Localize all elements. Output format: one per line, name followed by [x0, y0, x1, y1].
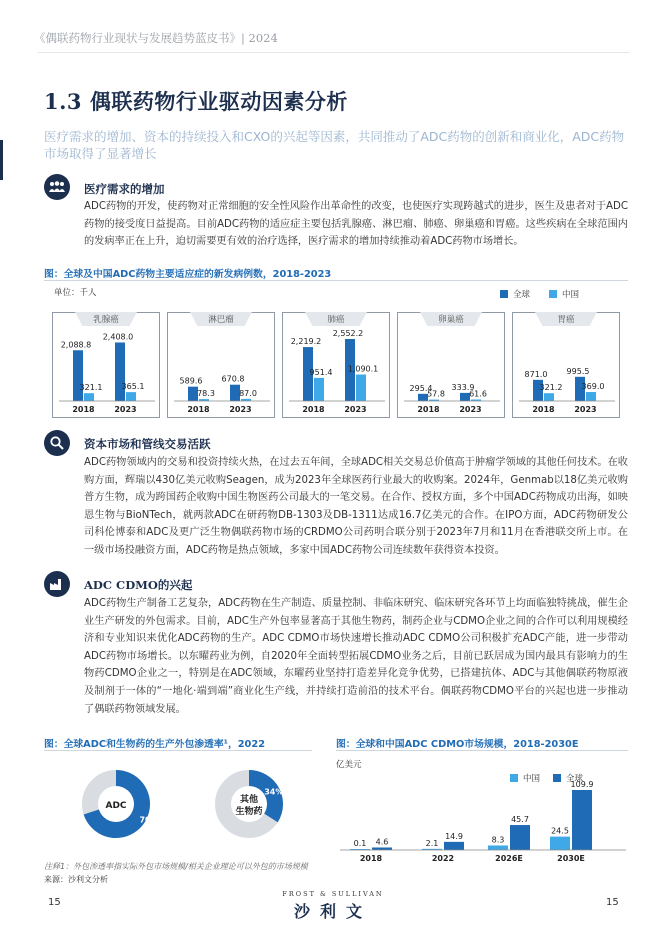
data-label-china: 1,090.1: [347, 364, 379, 374]
legend-label-global: 全球: [566, 774, 584, 784]
figure1-title: 图：全球及中国ADC药物主要适应症的新发病例数，2018-2023: [44, 269, 332, 280]
bar-china: [550, 837, 570, 850]
data-label-china: 365.1: [121, 382, 145, 392]
bar-global: [73, 350, 83, 401]
section-body-cdmo: ADC药物生产制备工艺复杂，ADC药物在生产制造、质量控制、非临床研究、临床研究各环节上均面临独特挑战，催生企业生产研发的外包需求。目前，ADC生产外包率显著高于其他生物药，制药企业与CDMO企业之间的合作可以利用规模经济和专业知识来优化ADC药物的生产。ADC CDMO市场快速增长推动ADC CDMO公司积极扩充ADC产能，进一步带动ADC药物市场增长。以东曜药业为例，自2020年全面转型拓展CDMO业务之后，目前已跃居成为国内最具有影响力的生物药CDMO企业之一，特别是在ADC领域，东曜药业坚持打造差异化竞争优势，已搭建抗体、ADC与其他偶联药物原液及制剂于一体的“一地化·端到端”商业化生产线，并持续打造前沿的技术平台。偶联药物CDMO平台的兴起也进一步推动了偶联药物领域发展。: [84, 598, 628, 715]
bar-china: [586, 392, 596, 401]
figure3-title: 图：全球和中国ADC CDMO市场规模，2018-2030E: [336, 739, 579, 750]
figure2-title: 图：全球ADC和生物药的生产外包渗透率¹，2022: [44, 739, 266, 750]
x-tick-label: 2023: [459, 405, 482, 414]
footnote: 注释1：外包渗透率指实际外包市场规模/相关企业理论可以外包的市场规模: [44, 862, 308, 871]
data-label-global: 333.9: [451, 382, 475, 392]
data-label-china: 78.3: [197, 389, 215, 399]
panel-label: 卵巢癌: [438, 315, 464, 325]
data-label-china: 61.6: [469, 389, 487, 399]
section-body-medical: ADC药物的开发，使药物对正常细胞的安全性风险作出革命性的改变，也使医疗实现跨越式的进步，医生及患者对于ADC药物的接受度日益提高。目前ADC药物的适应症主要包括乳腺癌、淋巴瘤、肺癌、卵巢癌和胃癌。这些疾病在全球范围内的发病率正在上升，迫切需要更有效的治疗选择，医疗需求的增加持续推动着ADC药物市场增长。: [84, 201, 628, 248]
donut-center-label: ADC: [105, 801, 127, 811]
data-label-global: 109.9: [570, 780, 594, 789]
panel-chart: [168, 313, 276, 419]
figure1-panel: [167, 312, 275, 418]
panel-label: 胃癌: [557, 315, 575, 325]
figure3-unit: 亿美元: [336, 760, 362, 770]
legend-swatch-global: [500, 290, 508, 298]
bar-global: [572, 790, 592, 850]
data-label-china: 0.1: [353, 839, 367, 848]
data-label-china: 321.2: [539, 383, 563, 393]
x-tick-label: 2023: [344, 405, 367, 414]
figure1-rule: [44, 280, 628, 281]
page-subtitle: 医疗需求的增加、资本的持续投入和CXO的兴起等因素，共同推动了ADC药物的创新和商业化，ADC药物市场取得了显著增长: [44, 129, 625, 161]
figure1-panel: [282, 312, 390, 418]
factory-icon: [44, 571, 70, 597]
page-title: 1.3 偶联药物行业驱动因素分析: [44, 89, 348, 114]
section-title-cdmo: ADC CDMO的兴起: [84, 578, 193, 592]
donut-pct-label: 70%: [139, 815, 159, 825]
panel-chart: [53, 313, 161, 419]
data-label-china: 321.1: [79, 383, 103, 393]
bar-china: [356, 375, 366, 401]
data-label-global: 871.0: [524, 369, 548, 379]
page-number-left: 15: [48, 897, 61, 908]
panel-chart: [398, 313, 506, 419]
brand-cn: 沙利文: [293, 902, 372, 921]
data-label-china: 369.0: [581, 382, 605, 392]
header-text: 《偶联药物行业现状与发展趋势蓝皮书》| 2024: [34, 31, 278, 45]
panel-chart: [283, 313, 391, 419]
legend-swatch-china: [510, 774, 518, 782]
donut-adc: [84, 770, 159, 838]
bar-global: [115, 343, 125, 401]
data-label-global: 14.9: [445, 831, 463, 841]
data-label-china: 8.3: [491, 835, 505, 845]
figure2-donuts: [44, 754, 314, 854]
figure3-rule: [336, 750, 628, 751]
figure2-rule: [44, 750, 312, 751]
x-tick-label: 2022: [431, 854, 455, 863]
data-label-global: 670.8: [221, 374, 245, 384]
legend-swatch-china: [549, 290, 557, 298]
brand-en: FROST & SULLIVAN: [282, 890, 384, 898]
data-label-global: 2,219.2: [290, 337, 322, 347]
data-label-china: 2.1: [425, 838, 439, 848]
data-label-global: 4.6: [375, 837, 389, 847]
source-note: 来源：沙利文分析: [44, 875, 108, 884]
panel-label: 肺癌: [327, 315, 345, 325]
figure1-panel: [512, 312, 620, 418]
legend-swatch-global: [553, 774, 561, 782]
data-label-global: 995.5: [566, 366, 590, 376]
people-icon: [44, 174, 70, 200]
bar-china: [126, 392, 136, 401]
bar-global: [444, 842, 464, 850]
data-label-global: 2,552.2: [332, 329, 364, 338]
header-divider: [38, 52, 630, 53]
panel-label: 乳腺癌: [93, 315, 119, 325]
donut-pct-label: 34%: [264, 787, 284, 797]
legend-label-china: 中国: [562, 290, 580, 300]
x-tick-label: 2018: [187, 405, 210, 414]
magnifier-icon: [44, 430, 70, 456]
data-label-china: 951.4: [309, 367, 333, 377]
data-label-china: 24.5: [551, 826, 569, 836]
legend-label-china: 中国: [523, 774, 541, 784]
x-tick-label: 2023: [229, 405, 252, 414]
data-label-global: 589.6: [179, 376, 203, 386]
x-tick-label: 2018: [417, 405, 440, 414]
section-body-capital: ADC药物领域内的交易和投资持续火热，在过去五年间，全球ADC相关交易总价值高于肿瘤学领域的其他任何技术。在收购方面，辉瑞以430亿美元收购Seagen，成为2023年全球医药行业最大的收购案。2024年，Genmab以18亿美元收购普方生物，成为跨国药企收购中国生物医药公司最大的一笔交易。在合作、授权方面，多个中国ADC药物成功出海，如映恩生物与BioNTech，就两款ADC在研药物DB-1303及DB-1311达成16.7亿美元的合作。在IPO方面，ADC药物研发公司科伦博泰和ADC及更广泛生物偶联药物市场的CRDMO公司药明合联分别于2023年7月和11月在香港联交所上市。在一级市场投融资方面，ADC药物是热点领域，多家中国ADC药物公司连续数年获得资本投资。: [84, 457, 628, 556]
donut-center-label: 生物药: [235, 807, 263, 817]
figure1-panel: [52, 312, 160, 418]
x-tick-label: 2018: [72, 405, 95, 414]
page-number-right: 15: [606, 897, 619, 908]
panel-chart: [513, 313, 621, 419]
figure1-unit: 单位：千人: [54, 288, 97, 298]
donut-other-biologics: [223, 770, 283, 830]
bar-china: [84, 393, 94, 401]
data-label-china: 57.8: [427, 389, 445, 399]
figure3-chart: [336, 780, 628, 866]
data-label-global: 295.4: [409, 383, 433, 393]
legend-label-global: 全球: [513, 290, 531, 300]
x-tick-label: 2026E: [495, 854, 523, 863]
bar-china: [488, 845, 508, 850]
x-tick-label: 2018: [302, 405, 325, 414]
data-label-china: 87.0: [239, 388, 257, 398]
figure1-panel: [397, 312, 505, 418]
brand-logo: [278, 890, 388, 922]
figure1-legend: [500, 288, 579, 300]
x-tick-label: 2023: [114, 405, 137, 414]
section-title-capital: 资本市场和管线交易活跃: [84, 437, 211, 451]
panel-label: 淋巴瘤: [208, 315, 234, 325]
bar-global: [510, 825, 530, 850]
left-accent-bar: [0, 140, 3, 180]
x-tick-label: 2018: [359, 854, 383, 863]
donut-center-label: 其他: [239, 795, 259, 805]
x-tick-label: 2023: [574, 405, 597, 414]
data-label-global: 2,088.8: [60, 340, 92, 350]
bar-china: [544, 393, 554, 401]
x-tick-label: 2018: [532, 405, 555, 414]
x-tick-label: 2030E: [557, 854, 585, 863]
section-title-medical: 医疗需求的增加: [84, 182, 165, 196]
data-label-global: 45.7: [511, 815, 529, 825]
data-label-global: 2,408.0: [102, 332, 134, 342]
bar-china: [314, 378, 324, 401]
